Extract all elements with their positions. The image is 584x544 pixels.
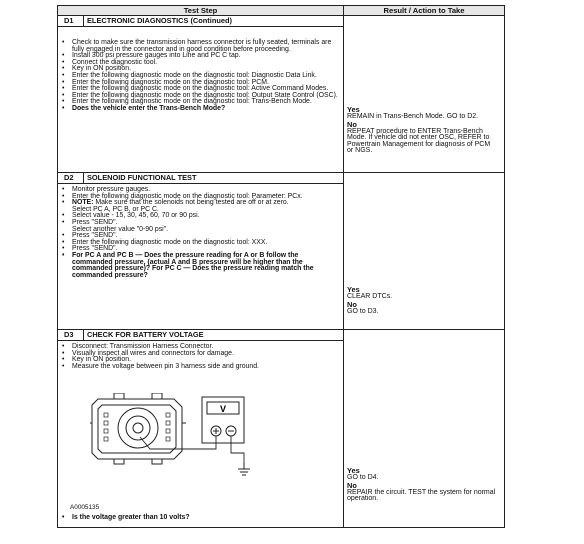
list-item-text: Key in ON position.	[72, 65, 131, 73]
list-item-sub: Select PC A, PC B, or PC C.	[72, 205, 159, 213]
bullet-icon: •	[62, 343, 65, 350]
list-item-sub: Select another value "0-90 psi".	[72, 225, 169, 233]
bullet-icon: •	[62, 39, 65, 46]
bullet-icon: •	[62, 514, 65, 521]
bullet-icon: •	[62, 218, 65, 226]
bullet-icon: •	[62, 212, 65, 220]
voltage-measurement-diagram	[90, 393, 280, 493]
step-title-d3: CHECK FOR BATTERY VOLTAGE	[84, 330, 344, 341]
list-item-text: Enter the following diagnostic mode on the diagnostic tool: Parameter: PCx.	[72, 192, 303, 200]
note-label: NOTE:	[72, 199, 94, 207]
step-id-d2: D2	[58, 173, 84, 184]
table-header-row	[58, 6, 505, 16]
bullet-icon: •	[62, 85, 65, 93]
no-text-d2: GO to D3.	[347, 307, 379, 315]
bullet-icon: •	[62, 65, 65, 73]
list-item-text: Connect the diagnostic tool.	[72, 58, 158, 66]
final-question-list	[58, 515, 320, 522]
diagnostic-table-document	[57, 5, 504, 528]
bullet-icon: •	[62, 78, 65, 86]
list-item-text: Does the vehicle enter the Trans-Bench Mode?	[72, 104, 226, 112]
result-cell-d2	[344, 173, 505, 330]
list-item-text: Check to make sure the transmission harness connector is fully seated, terminals are fully engaged in the connector and in good condition before proceeding.	[72, 39, 332, 53]
yes-label-d2: Yes	[347, 285, 360, 294]
step-list-d3	[58, 344, 343, 370]
step-title-d2: SOLENOID FUNCTIONAL TEST	[84, 173, 344, 184]
list-item-text: Press "SEND".	[72, 245, 118, 253]
bullet-icon: •	[62, 245, 65, 253]
list-item-text: Enter the following diagnostic mode on the diagnostic tool: Output State Control (OSC).	[72, 91, 338, 99]
yes-label-d1: Yes	[347, 105, 360, 114]
result-cell-d3	[344, 330, 505, 528]
no-label-d1: No	[347, 119, 357, 129]
bullet-icon: •	[62, 52, 65, 60]
list-item-text: For PC A and PC B — Does the pressure reading for A or B follow the commanded pressure, (actual A and B pressure will be higher than the commanded pressure)? For PC C — Does the pressure reading match the commanded pressure?	[72, 251, 314, 279]
yes-label-d3: Yes	[347, 466, 360, 475]
yes-text-d2: CLEAR DTCs.	[347, 293, 393, 300]
bullet-icon: •	[62, 199, 65, 207]
list-item	[58, 364, 339, 371]
list-item-text: Press "SEND".	[72, 232, 118, 240]
list-item	[58, 253, 339, 279]
step-title-row-d3	[58, 330, 505, 341]
no-label-d3: No	[347, 480, 357, 490]
bullet-icon: •	[62, 58, 65, 66]
final-question	[58, 515, 316, 522]
no-text-d1: REPEAT procedure to ENTER Trans-Bench Mode. If vehicle did not enter OSC, REFER to Powertrain Management for diagnosis of PCM or NGS.	[347, 127, 491, 155]
list-item-text: Make sure that the solenoids not being tested are off or at zero.	[93, 199, 289, 207]
step-body-d2	[58, 184, 344, 330]
bullet-icon: •	[62, 349, 65, 357]
list-item-text: Enter the following diagnostic mode on the diagnostic tool: XXX.	[72, 238, 268, 246]
bullet-icon: •	[62, 91, 65, 99]
result-d1	[347, 106, 497, 155]
step-title-row-d1	[58, 16, 505, 27]
list-item-text: Enter the following diagnostic mode on the diagnostic tool: PCM.	[72, 78, 269, 86]
list-item-text: Visually inspect all wires and connectors for damage.	[72, 349, 234, 357]
list-item-text: Press "SEND".	[72, 218, 118, 226]
result-cell-d1	[344, 16, 505, 173]
list-item-text: Enter the following diagnostic mode on the diagnostic tool: Active Command Modes.	[72, 85, 329, 93]
list-item-text: Monitor pressure gauges.	[72, 186, 151, 193]
list-item-text: Select value - 15, 30, 45, 60, 70 or 90 psi.	[72, 212, 200, 220]
ground-icon	[238, 463, 250, 475]
meter-label: V	[219, 404, 227, 414]
bullet-icon: •	[62, 362, 65, 370]
connector-pins	[104, 413, 170, 441]
header-test-step: Test Step	[58, 6, 344, 16]
yes-text-d1: REMAIN in Trans-Bench Mode. GO to D2.	[347, 113, 479, 120]
list-item-text: Key in ON position.	[72, 356, 131, 364]
yes-text-d3: GO to D4.	[347, 474, 379, 481]
bullet-icon: •	[62, 192, 65, 200]
no-text-d3: REPAIR the circuit. TEST the system for normal operation.	[347, 488, 496, 503]
step-list-d2	[58, 187, 343, 279]
final-question-text: Is the voltage greater than 10 volts?	[72, 514, 190, 521]
step-list-d1	[58, 40, 343, 113]
bullet-icon: •	[62, 98, 65, 106]
list-item-text: Enter the following diagnostic mode on the diagnostic tool: Trans-Bench Mode.	[72, 98, 312, 106]
list-item	[58, 106, 339, 113]
figure-id: A0005135	[70, 504, 100, 511]
list-item-text: Enter the following diagnostic mode on the diagnostic tool: Diagnostic Data Link.	[72, 71, 317, 79]
result-d2	[347, 286, 497, 315]
step-body-d1	[58, 27, 344, 173]
bullet-icon: •	[62, 356, 65, 364]
bullet-icon: •	[62, 186, 65, 193]
bullet-icon: •	[62, 238, 65, 246]
result-d3	[347, 467, 497, 503]
list-item-text: Install 300 psi pressure gauges into Line and PC C tap.	[72, 52, 241, 60]
bullet-icon: •	[62, 251, 65, 259]
header-result: Result / Action to Take	[344, 6, 505, 16]
harness-connector-icon	[90, 393, 186, 464]
step-title-d1: ELECTRONIC DIAGNOSTICS (Continued)	[84, 16, 344, 27]
diagnostic-table	[57, 5, 505, 528]
step-title-row-d2	[58, 173, 505, 184]
bullet-icon: •	[62, 71, 65, 79]
bullet-icon: •	[62, 104, 65, 112]
bullet-icon: •	[62, 232, 65, 240]
list-item-text: Disconnect: Transmission Harness Connector.	[72, 343, 214, 350]
step-body-d3	[58, 341, 344, 528]
step-id-d3: D3	[58, 330, 84, 341]
step-id-d1: D1	[58, 16, 84, 27]
no-label-d2: No	[347, 299, 357, 309]
list-item-text: Measure the voltage between pin 3 harness side and ground.	[72, 362, 259, 370]
